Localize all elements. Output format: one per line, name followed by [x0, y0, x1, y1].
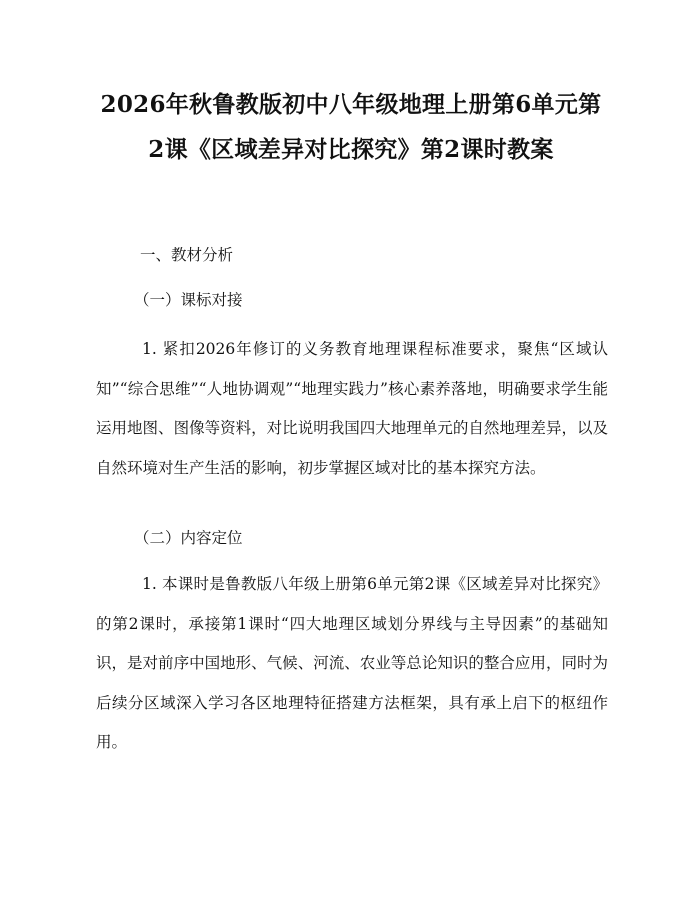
paragraph-content-positioning: 1. 本课时是鲁教版八年级上册第6单元第2课《区域差异对比探究》的第2课时，承接第1课时“四大地理区域划分界线与主导因素”的基础知识，是对前序中国地形、气候、河流、农业等总论知识的整合应用，同时为后续分区域深入学习各区地理特征搭建方法框架，具有承上启下的枢纽作用。 [96, 575, 608, 752]
subsection-heading-content-positioning: （二）内容定位 [134, 529, 243, 547]
document-title: 2026年秋鲁教版初中八年级地理上册第6单元第2课《区域差异对比探究》第2课时教案 [100, 91, 602, 163]
paragraph-curriculum-standard: 1. 紧扣2026年修订的义务教育地理课程标准要求，聚焦“区域认知”“综合思维”“人地协调观”“地理实践力”核心素养落地，明确要求学生能运用地图、图像等资料，对比说明我国四大地理单元的自然地理差异，以及自然环境对生产生活的影响，初步掌握区域对比的基本探究方法。 [96, 340, 608, 477]
subsection-heading-curriculum-standard: （一）课标对接 [134, 291, 243, 309]
section-heading-teaching-material-analysis: 一、教材分析 [140, 246, 234, 264]
